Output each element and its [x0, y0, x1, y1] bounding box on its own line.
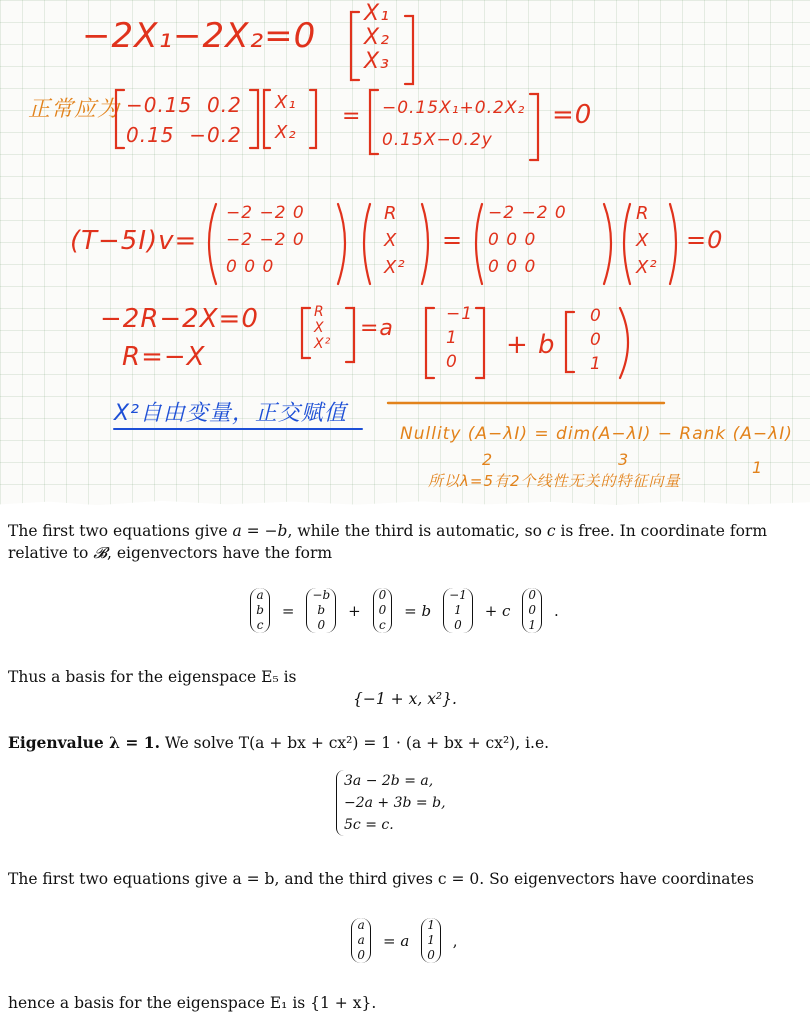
- hw-equals-zero-2: =0: [686, 226, 724, 254]
- vector-110: 1 1 0: [421, 918, 441, 963]
- hw-equals-2: =: [442, 226, 464, 254]
- vector-basis-2: 0 0 1: [522, 588, 542, 633]
- vector-aa0: a a 0: [351, 918, 371, 963]
- hw-comb-v1: −1 1 0: [446, 304, 474, 372]
- hw-comb-brackets: [296, 298, 696, 388]
- vector-abc: a b c: [250, 588, 270, 633]
- hw-blue-note: X²自由变量，正交赋值: [114, 401, 347, 426]
- hw-te-matrix-2: −2 −2 0 0 0 0 0 0 0: [488, 203, 567, 277]
- hw-equals-zero-1: =0: [552, 100, 593, 130]
- hw-orange-rule: [384, 398, 674, 408]
- hw-comb-vector: R X X²: [314, 304, 332, 352]
- hw-line-r: −2R−2X=0: [100, 304, 259, 334]
- paragraph-3: The first two equations give a = b, and the third gives c = 0. So eigenvectors have coordinates: [8, 870, 754, 888]
- paragraph-4: hence a basis for the eigenspace E₁ is {1 + x}.: [8, 994, 377, 1012]
- hw-comb-eq: =a: [360, 316, 394, 341]
- torn-edge: [0, 496, 810, 508]
- hw-matrix-1: −0.15 0.2 0.15 −0.2: [126, 93, 242, 147]
- hw-equation-1: −2X₁−2X₂=0: [82, 16, 317, 56]
- hw-nullity: Nullity (A−λI) = dim(A−λI) − Rank (A−λI): [400, 424, 793, 444]
- vector-minus-b: −b b 0: [306, 588, 336, 633]
- document-body: [0, 508, 810, 1024]
- hw-nullity-num-3: 1: [752, 458, 764, 477]
- hw-comb-v2: 0 0 1: [590, 306, 602, 374]
- hw-line-r2: R=−X: [122, 342, 206, 372]
- hw-top-vector: X₁ X₂ X₃: [364, 1, 390, 74]
- hw-matrix-1-vector: X₁ X₂: [275, 92, 297, 143]
- handwritten-notes: [0, 0, 810, 508]
- basis-e5: {−1 + x, x²}.: [353, 690, 457, 708]
- hw-nullity-num-1: 2: [482, 450, 494, 469]
- hw-matrix-1-rhs: −0.15X₁+0.2X₂ 0.15X−0.2y: [382, 98, 526, 150]
- hw-comb-plus: + b: [506, 330, 556, 360]
- vector-basis-1: −1 1 0: [443, 588, 473, 633]
- eigenvalue-heading: Eigenvalue λ = 1.: [8, 733, 160, 752]
- hw-nullity-num-2: 3: [618, 450, 630, 469]
- paragraph-1: The first two equations give a = −b, while the third is automatic, so c is free. In coordinate form relative to 𝓑, eigenvectors have the form: [8, 522, 768, 562]
- equation-system: 3a − 2b = a, −2a + 3b = b, 5c = c.: [336, 770, 446, 836]
- hw-blue-underline: [112, 424, 372, 434]
- paragraph-2: Thus a basis for the eigenspace E₅ is: [8, 668, 297, 686]
- hw-te-vector: R X X²: [384, 203, 406, 278]
- hw-zh-conclusion: 所以λ=5有2个线性无关的特征向量: [428, 472, 681, 490]
- hw-te-matrix: −2 −2 0 −2 −2 0 0 0 0: [226, 203, 305, 277]
- hw-equals-1: =: [342, 104, 362, 129]
- equation-eigenvector-e1: a a 0 = a 1 1 0 ,: [0, 918, 810, 963]
- hw-te-left: (T−5I)v=: [70, 226, 198, 256]
- vector-c: 0 0 c: [373, 588, 393, 633]
- hw-te-vector-2: R X X²: [636, 203, 658, 278]
- hw-zh-label: 正常应为: [28, 97, 121, 122]
- paragraph-eigenvalue-1: Eigenvalue λ = 1. We solve T(a + bx + cx²) = 1 · (a + bx + cx²), i.e.: [8, 733, 550, 752]
- equation-eigenvector-form: a b c = −b b 0 + 0 0 c = b −1 1 0 + c 0 0 1 .: [0, 588, 810, 633]
